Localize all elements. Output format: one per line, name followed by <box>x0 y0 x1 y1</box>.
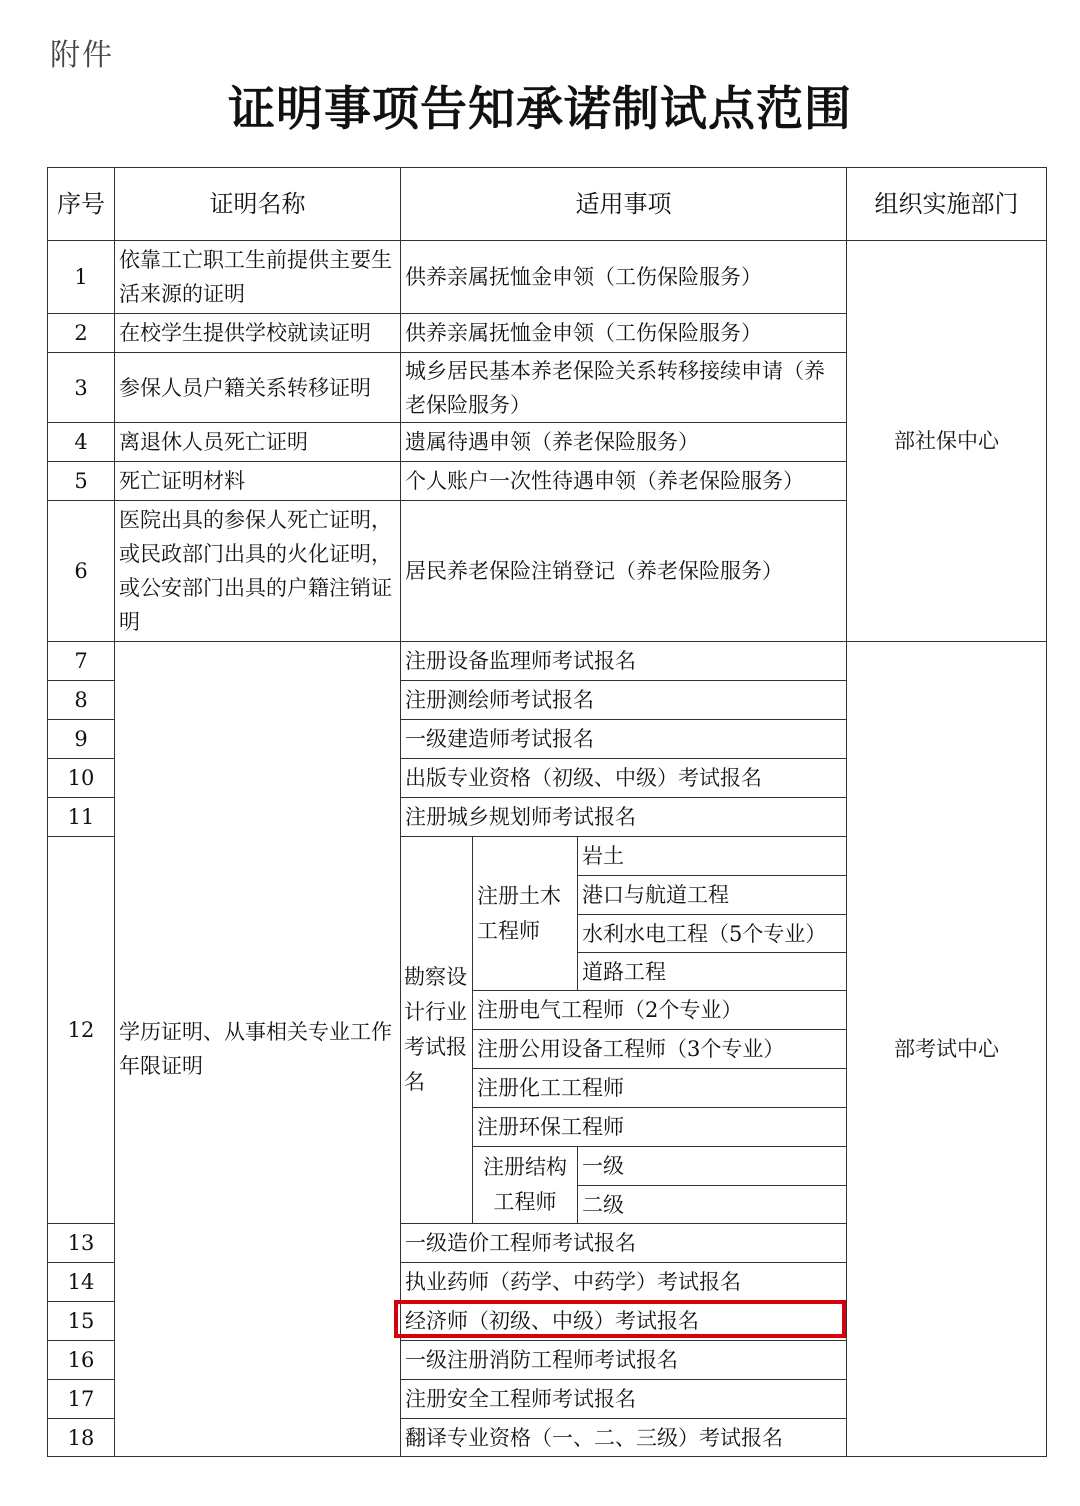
table-row-matter: 个人账户一次性待遇申领（养老保险服务） <box>400 461 847 501</box>
table-row-matter: 注册安全工程师考试报名 <box>400 1379 847 1419</box>
header-dept: 组织实施部门 <box>846 167 1047 241</box>
table-row-seq: 14 <box>47 1262 115 1302</box>
table-row-seq: 7 <box>47 641 115 681</box>
dept-social-security-center: 部社保中心 <box>846 240 1047 642</box>
table-row-matter: 供养亲属抚恤金申领（工伤保险服务） <box>400 313 847 353</box>
row12-structural: 注册结构工程师 <box>472 1146 578 1224</box>
table-row-seq: 17 <box>47 1379 115 1419</box>
table-row-matter: 执业药师（药学、中药学）考试报名 <box>400 1262 847 1302</box>
table-row-seq: 4 <box>47 422 115 462</box>
row12-environmental: 注册环保工程师 <box>472 1107 847 1147</box>
table-row-name: 医院出具的参保人死亡证明，或民政部门出具的火化证明，或公安部门出具的户籍注销证明 <box>114 500 401 642</box>
table-row-matter: 出版专业资格（初级、中级）考试报名 <box>400 758 847 798</box>
table-row-matter: 翻译专业资格（一、二、三级）考试报名 <box>400 1418 847 1457</box>
table-row-name: 依靠工亡职工生前提供主要生活来源的证明 <box>114 240 401 314</box>
table-row-matter: 注册测绘师考试报名 <box>400 680 847 720</box>
table-row-name: 参保人员户籍关系转移证明 <box>114 352 401 423</box>
table-row-name: 离退休人员死亡证明 <box>114 422 401 462</box>
table-row-seq: 10 <box>47 758 115 798</box>
dept-exam-center: 部考试中心 <box>846 641 1047 1457</box>
highlight-box <box>394 1300 846 1338</box>
table-row-seq: 8 <box>47 680 115 720</box>
table-row-matter: 一级注册消防工程师考试报名 <box>400 1340 847 1380</box>
header-seq: 序号 <box>47 167 115 241</box>
table-row-seq: 2 <box>47 313 115 353</box>
table-row-seq: 9 <box>47 719 115 759</box>
table-row-seq: 3 <box>47 352 115 423</box>
row12-public-equipment: 注册公用设备工程师（3个专业） <box>472 1029 847 1069</box>
header-name: 证明名称 <box>114 167 401 241</box>
table-row-seq: 12 <box>47 836 115 1224</box>
table-row-matter: 一级造价工程师考试报名 <box>400 1223 847 1263</box>
table-row-seq: 15 <box>47 1301 115 1341</box>
table-row-matter: 城乡居民基本养老保险关系转移接续申请（养老保险服务） <box>400 352 847 423</box>
table-row-matter: 供养亲属抚恤金申领（工伤保险服务） <box>400 240 847 314</box>
structural-level: 一级 <box>577 1146 847 1186</box>
table-row-seq: 18 <box>47 1418 115 1457</box>
table-row-name: 在校学生提供学校就读证明 <box>114 313 401 353</box>
table-row-matter: 遗属待遇申领（养老保险服务） <box>400 422 847 462</box>
row12-electrical: 注册电气工程师（2个专业） <box>472 990 847 1030</box>
group-name-education-proof: 学历证明、从事相关专业工作年限证明 <box>114 641 401 1457</box>
row12-civil-engineer: 注册土木工程师 <box>472 836 578 991</box>
civil-sub-item: 岩土 <box>577 836 847 876</box>
table-row-seq: 1 <box>47 240 115 314</box>
table-row-matter: 一级建造师考试报名 <box>400 719 847 759</box>
civil-sub-item: 港口与航道工程 <box>577 875 847 915</box>
table-row-matter: 注册城乡规划师考试报名 <box>400 797 847 837</box>
structural-level: 二级 <box>577 1185 847 1224</box>
civil-sub-item: 道路工程 <box>577 952 847 991</box>
header-matter: 适用事项 <box>400 167 847 241</box>
table-row-name: 死亡证明材料 <box>114 461 401 501</box>
table-row-seq: 5 <box>47 461 115 501</box>
page-title: 证明事项告知承诺制试点范围 <box>228 82 852 137</box>
table-row-matter: 注册设备监理师考试报名 <box>400 641 847 681</box>
row12-chemical: 注册化工工程师 <box>472 1068 847 1108</box>
row12-category: 勘察设计行业考试报名 <box>400 836 473 1224</box>
table-row-matter: 居民养老保险注销登记（养老保险服务） <box>400 500 847 642</box>
table-row-seq: 11 <box>47 797 115 837</box>
table-row-seq: 16 <box>47 1340 115 1380</box>
table-row-matter: 经济师（初级、中级）考试报名 <box>400 1301 847 1341</box>
civil-sub-item: 水利水电工程（5个专业） <box>577 914 847 953</box>
table-row-seq: 13 <box>47 1223 115 1263</box>
attachment-label: 附件 <box>50 38 114 73</box>
table-row-seq: 6 <box>47 500 115 642</box>
